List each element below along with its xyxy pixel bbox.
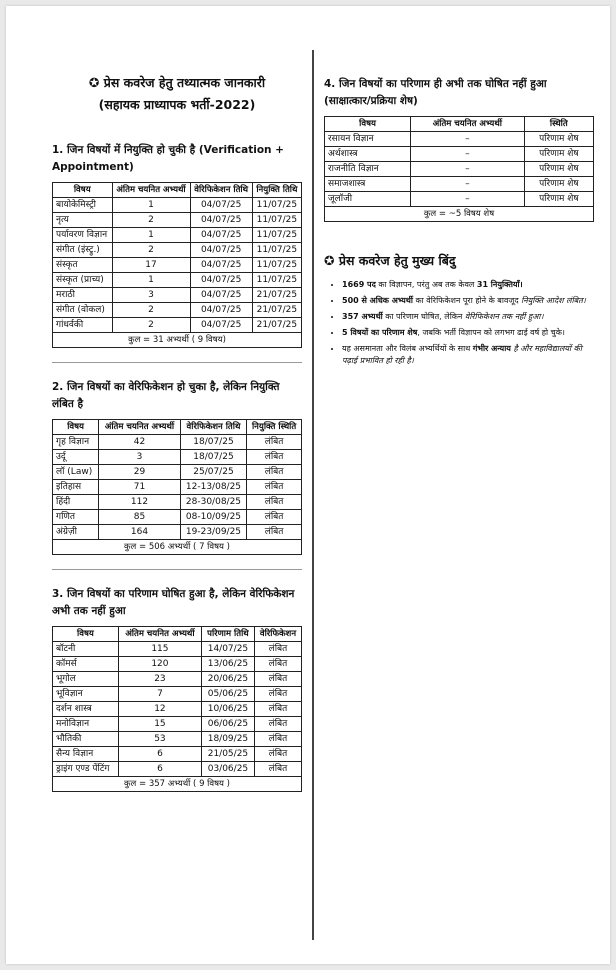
divider bbox=[52, 362, 302, 363]
table-cell: समाजशास्त्र bbox=[325, 177, 411, 192]
table-cell: लंबित bbox=[247, 525, 302, 540]
table-cell: 11/07/25 bbox=[252, 258, 301, 273]
table-cell: – bbox=[411, 132, 525, 147]
table-cell: 13/06/25 bbox=[201, 657, 254, 672]
table-cell: 11/07/25 bbox=[252, 243, 301, 258]
table-cell: 2 bbox=[112, 318, 190, 333]
table-row bbox=[53, 717, 302, 732]
table-cell: लंबित bbox=[254, 747, 301, 762]
table-cell: लंबित bbox=[247, 510, 302, 525]
table-cell: 115 bbox=[118, 642, 201, 657]
col-header: वेरिफिकेशन तिथि bbox=[180, 420, 246, 435]
table-cell: संगीत (इंस्ट्रु.) bbox=[53, 243, 113, 258]
table-cell: 21/07/25 bbox=[252, 318, 301, 333]
table-cell: सैन्य विज्ञान bbox=[53, 747, 119, 762]
table-cell: 120 bbox=[118, 657, 201, 672]
left-column bbox=[52, 72, 302, 792]
table-cell: 6 bbox=[118, 762, 201, 777]
table-cell: 18/09/25 bbox=[201, 732, 254, 747]
table-cell: 25/07/25 bbox=[180, 465, 246, 480]
table-row bbox=[53, 198, 302, 213]
section-1-heading: 1. जिन विषयों में नियुक्ति हो चुकी है (Verification + Appointment) bbox=[52, 144, 284, 173]
table-cell: 04/07/25 bbox=[190, 228, 252, 243]
table-cell: नृत्य bbox=[53, 213, 113, 228]
table-cell: 04/07/25 bbox=[190, 243, 252, 258]
table-row bbox=[53, 525, 302, 540]
table-row bbox=[325, 192, 594, 207]
table-cell: 2 bbox=[112, 213, 190, 228]
table-cell: लॉ (Law) bbox=[53, 465, 99, 480]
key-point-text: नियुक्ति आदेश लंबित। bbox=[521, 296, 586, 305]
table-cell: राजनीति विज्ञान bbox=[325, 162, 411, 177]
table-row bbox=[53, 672, 302, 687]
table-cell: संस्कृत (प्राच्य) bbox=[53, 273, 113, 288]
key-point-text: , जबकि भर्ती विज्ञापन को लगभग ढाई वर्ष हो चुके। bbox=[417, 328, 565, 337]
table-cell: भूगोल bbox=[53, 672, 119, 687]
table-total: कुल = 31 अभ्यर्थी ( 9 विषय) bbox=[53, 333, 302, 348]
table-cell: परिणाम शेष bbox=[524, 162, 593, 177]
section-4-heading: 4. जिन विषयों का परिणाम ही अभी तक घोषित नहीं हुआ (साक्षात्कार/प्रक्रिया शेष) bbox=[324, 78, 547, 107]
table-cell: मनोविज्ञान bbox=[53, 717, 119, 732]
key-point-text: का विज्ञापन, परंतु अब तक केवल bbox=[375, 280, 477, 289]
table-cell: 19-23/09/25 bbox=[180, 525, 246, 540]
table-cell: 21/05/25 bbox=[201, 747, 254, 762]
table-verified-pending bbox=[52, 419, 302, 555]
table-cell: 1 bbox=[112, 228, 190, 243]
table-cell: 17 bbox=[112, 258, 190, 273]
table-cell: – bbox=[411, 192, 525, 207]
table-cell: 6 bbox=[118, 747, 201, 762]
table-cell: हिंदी bbox=[53, 495, 99, 510]
table-cell: लंबित bbox=[254, 732, 301, 747]
col-header: नियुक्ति तिथि bbox=[252, 183, 301, 198]
key-points-list bbox=[324, 279, 594, 367]
table-cell: लंबित bbox=[247, 465, 302, 480]
table-cell: कॉमर्स bbox=[53, 657, 119, 672]
table-row bbox=[325, 132, 594, 147]
table-cell: इतिहास bbox=[53, 480, 99, 495]
key-points-title: ✪ प्रेस कवरेज हेतु मुख्य बिंदु bbox=[324, 253, 456, 268]
table-row bbox=[53, 273, 302, 288]
table-row bbox=[53, 687, 302, 702]
key-point-text: का वेरिफिकेशन पूरा होने के बावजूद bbox=[412, 296, 522, 305]
table-cell: जूलॉजी bbox=[325, 192, 411, 207]
table-cell: रसायन विज्ञान bbox=[325, 132, 411, 147]
table-cell: 15 bbox=[118, 717, 201, 732]
table-cell: 12 bbox=[118, 702, 201, 717]
table-row bbox=[53, 435, 302, 450]
table-row bbox=[53, 642, 302, 657]
table-cell: 04/07/25 bbox=[190, 258, 252, 273]
table-cell: 85 bbox=[99, 510, 181, 525]
table-cell: संगीत (वोकल) bbox=[53, 303, 113, 318]
table-cell: 53 bbox=[118, 732, 201, 747]
table-cell: 28-30/08/25 bbox=[180, 495, 246, 510]
key-point bbox=[342, 279, 594, 291]
col-header: विषय bbox=[53, 420, 99, 435]
table-cell: 7 bbox=[118, 687, 201, 702]
table-cell: लंबित bbox=[247, 435, 302, 450]
table-cell: 21/07/25 bbox=[252, 288, 301, 303]
table-cell: 05/06/25 bbox=[201, 687, 254, 702]
table-row bbox=[53, 762, 302, 777]
table-cell: लंबित bbox=[247, 450, 302, 465]
table-row bbox=[53, 657, 302, 672]
table-cell: ड्राइंग एण्ड पेंटिंग bbox=[53, 762, 119, 777]
title-line-1: ✪ प्रेस कवरेज हेतु तथ्यात्मक जानकारी bbox=[88, 75, 266, 90]
table-cell: 11/07/25 bbox=[252, 228, 301, 243]
table-cell: लंबित bbox=[254, 762, 301, 777]
table-cell: 42 bbox=[99, 435, 181, 450]
table-cell: 23 bbox=[118, 672, 201, 687]
key-point-text: 31 नियुक्तियाँ। bbox=[476, 280, 523, 289]
table-result-declared bbox=[52, 626, 302, 792]
col-header: वेरिफिकेशन bbox=[254, 627, 301, 642]
right-column bbox=[324, 76, 594, 371]
table-cell: गणित bbox=[53, 510, 99, 525]
table-cell: 04/07/25 bbox=[190, 273, 252, 288]
table-row bbox=[53, 465, 302, 480]
key-point-text: का परिणाम घोषित, लेकिन bbox=[382, 312, 465, 321]
table-cell: 11/07/25 bbox=[252, 198, 301, 213]
table-cell: 2 bbox=[112, 243, 190, 258]
key-point bbox=[342, 295, 594, 307]
table-row bbox=[53, 510, 302, 525]
table-cell: 10/06/25 bbox=[201, 702, 254, 717]
col-header: विषय bbox=[53, 183, 113, 198]
table-cell: भूविज्ञान bbox=[53, 687, 119, 702]
table-cell: – bbox=[411, 162, 525, 177]
table-cell: परिणाम शेष bbox=[524, 147, 593, 162]
table-cell: बायोकेमिस्ट्री bbox=[53, 198, 113, 213]
table-cell: लंबित bbox=[254, 642, 301, 657]
key-point-text: वेरिफिकेशन तक नहीं हुआ। bbox=[464, 312, 544, 321]
table-cell: परिणाम शेष bbox=[524, 177, 593, 192]
table-cell: पर्यावरण विज्ञान bbox=[53, 228, 113, 243]
table-row bbox=[53, 303, 302, 318]
table-cell: 29 bbox=[99, 465, 181, 480]
table-cell: लंबित bbox=[254, 702, 301, 717]
table-cell: लंबित bbox=[254, 687, 301, 702]
table-row bbox=[53, 702, 302, 717]
section-3-heading: 3. जिन विषयों का परिणाम घोषित हुआ है, लेकिन वेरिफिकेशन अभी तक नहीं हुआ bbox=[52, 588, 295, 617]
table-row bbox=[53, 318, 302, 333]
section-2-heading: 2. जिन विषयों का वेरिफिकेशन हो चुका है, लेकिन नियुक्ति लंबित है bbox=[52, 381, 280, 410]
key-point bbox=[342, 343, 594, 367]
table-cell: लंबित bbox=[254, 717, 301, 732]
table-cell: 03/06/25 bbox=[201, 762, 254, 777]
key-point-text: 500 से अधिक अभ्यर्थी bbox=[342, 296, 413, 305]
table-appointed bbox=[52, 182, 302, 348]
col-header: अंतिम चयनित अभ्यर्थी bbox=[99, 420, 181, 435]
table-total: कुल = 357 अभ्यर्थी ( 9 विषय ) bbox=[53, 777, 302, 792]
table-cell: 20/06/25 bbox=[201, 672, 254, 687]
table-cell: मराठी bbox=[53, 288, 113, 303]
table-cell: लंबित bbox=[254, 672, 301, 687]
table-cell: 04/07/25 bbox=[190, 198, 252, 213]
table-row bbox=[53, 288, 302, 303]
table-row bbox=[325, 147, 594, 162]
table-cell: गांधर्वकी bbox=[53, 318, 113, 333]
table-cell: लंबित bbox=[247, 480, 302, 495]
col-header: स्थिति bbox=[524, 117, 593, 132]
table-cell: 14/07/25 bbox=[201, 642, 254, 657]
table-cell: लंबित bbox=[254, 657, 301, 672]
table-cell: 112 bbox=[99, 495, 181, 510]
table-cell: 3 bbox=[99, 450, 181, 465]
table-cell: 08-10/09/25 bbox=[180, 510, 246, 525]
key-point-text: 1669 पद bbox=[342, 280, 376, 289]
title-line-2: (सहायक प्राध्यापक भर्ती-2022) bbox=[98, 97, 256, 112]
table-row bbox=[53, 732, 302, 747]
table-row bbox=[325, 162, 594, 177]
table-cell: 11/07/25 bbox=[252, 273, 301, 288]
table-cell: 18/07/25 bbox=[180, 450, 246, 465]
table-row bbox=[325, 177, 594, 192]
table-row bbox=[53, 213, 302, 228]
col-header: विषय bbox=[325, 117, 411, 132]
table-row bbox=[53, 243, 302, 258]
table-cell: – bbox=[411, 177, 525, 192]
table-cell: परिणाम शेष bbox=[524, 132, 593, 147]
table-row bbox=[53, 747, 302, 762]
key-point bbox=[342, 327, 594, 339]
table-cell: – bbox=[411, 147, 525, 162]
col-header: वेरिफिकेशन तिथि bbox=[190, 183, 252, 198]
table-row bbox=[53, 480, 302, 495]
table-cell: अर्थशास्त्र bbox=[325, 147, 411, 162]
col-header: अंतिम चयनित अभ्यर्थी bbox=[112, 183, 190, 198]
column-divider bbox=[312, 50, 314, 940]
table-total: कुल = ~5 विषय शेष bbox=[325, 207, 594, 222]
table-row bbox=[53, 228, 302, 243]
document-page bbox=[6, 6, 610, 964]
table-cell: उर्दू bbox=[53, 450, 99, 465]
key-point-text: है और महाविद्यालयों की पढ़ाई प्रभावित हो रही है। bbox=[342, 344, 582, 365]
table-cell: 04/07/25 bbox=[190, 318, 252, 333]
divider bbox=[52, 569, 302, 570]
table-cell: लंबित bbox=[247, 495, 302, 510]
table-cell: 11/07/25 bbox=[252, 213, 301, 228]
table-cell: भौतिकी bbox=[53, 732, 119, 747]
table-row bbox=[53, 450, 302, 465]
table-row bbox=[53, 258, 302, 273]
table-cell: 1 bbox=[112, 198, 190, 213]
table-cell: 04/07/25 bbox=[190, 288, 252, 303]
table-cell: दर्शन शास्त्र bbox=[53, 702, 119, 717]
table-cell: 71 bbox=[99, 480, 181, 495]
key-point bbox=[342, 311, 594, 323]
table-cell: 06/06/25 bbox=[201, 717, 254, 732]
table-cell: 164 bbox=[99, 525, 181, 540]
col-header: अंतिम चयनित अभ्यर्थी bbox=[411, 117, 525, 132]
col-header: विषय bbox=[53, 627, 119, 642]
table-cell: अंग्रेज़ी bbox=[53, 525, 99, 540]
table-cell: परिणाम शेष bbox=[524, 192, 593, 207]
table-result-pending bbox=[324, 116, 594, 222]
key-point-text: 357 अभ्यर्थी bbox=[342, 312, 383, 321]
table-total: कुल = 506 अभ्यर्थी ( 7 विषय ) bbox=[53, 540, 302, 555]
table-cell: 2 bbox=[112, 303, 190, 318]
key-point-text: यह असमानता और विलंब अभ्यर्थियों के साथ bbox=[342, 344, 473, 353]
table-cell: 18/07/25 bbox=[180, 435, 246, 450]
col-header: नियुक्ति स्थिति bbox=[247, 420, 302, 435]
key-point-text: 5 विषयों का परिणाम शेष bbox=[342, 328, 418, 337]
col-header: परिणाम तिथि bbox=[201, 627, 254, 642]
table-cell: 21/07/25 bbox=[252, 303, 301, 318]
table-cell: गृह विज्ञान bbox=[53, 435, 99, 450]
page-title bbox=[52, 72, 302, 116]
table-cell: संस्कृत bbox=[53, 258, 113, 273]
key-point-text: गंभीर अन्याय bbox=[472, 344, 511, 353]
table-cell: बॉटनी bbox=[53, 642, 119, 657]
table-cell: 04/07/25 bbox=[190, 303, 252, 318]
table-cell: 04/07/25 bbox=[190, 213, 252, 228]
table-cell: 1 bbox=[112, 273, 190, 288]
table-row bbox=[53, 495, 302, 510]
col-header: अंतिम चयनित अभ्यर्थी bbox=[118, 627, 201, 642]
table-cell: 3 bbox=[112, 288, 190, 303]
table-cell: 12-13/08/25 bbox=[180, 480, 246, 495]
